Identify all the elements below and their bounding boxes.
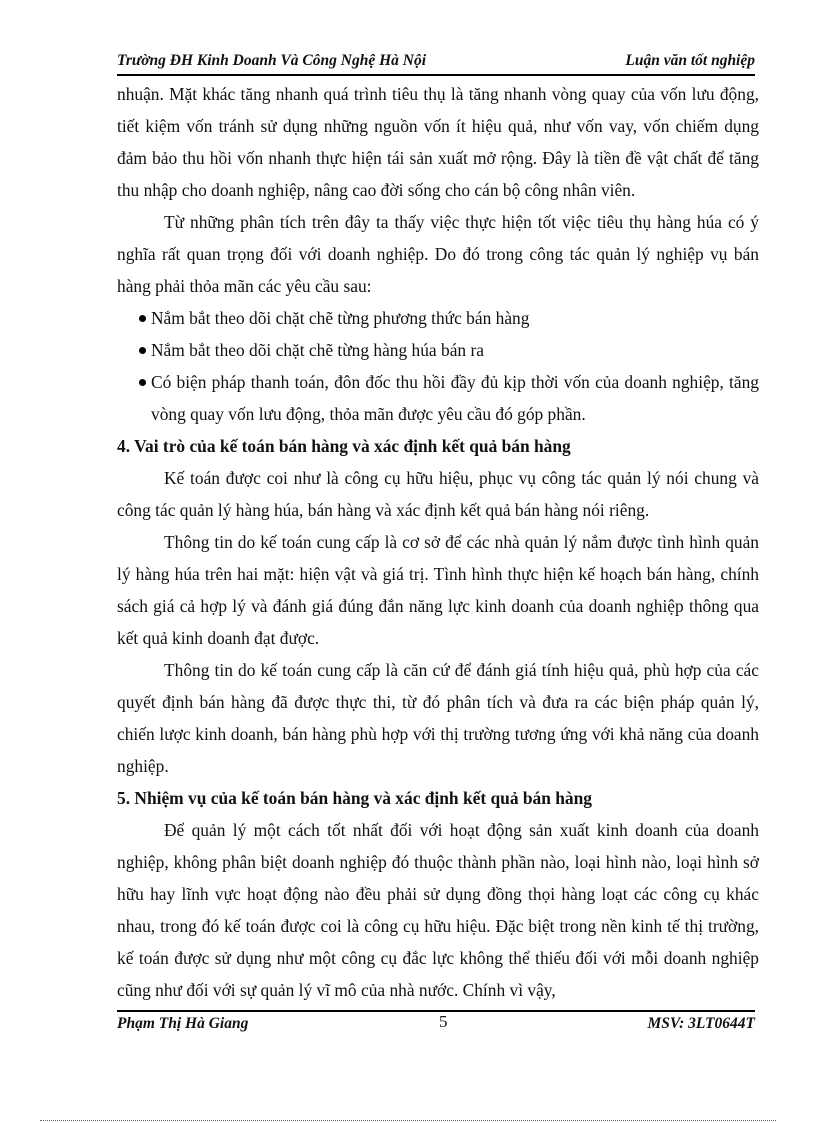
- page-header: [117, 50, 755, 76]
- paragraph-5: Thông tin do kế toán cung cấp là căn cứ để đánh giá tính hiệu quả, phù hợp của các quyết định bán hàng đã được thực thi, từ đó phân tích và đưa ra các biện pháp quản lý, chiến lược kinh doanh, bán hàng phù hợp với thị trường tương ứng với khả năng của doanh nghiệp.: [117, 660, 759, 776]
- page-footer: [117, 1010, 755, 1036]
- list-item-text: Nắm bắt theo dõi chặt chẽ từng phương thức bán hàng: [151, 308, 530, 328]
- page-body: [117, 78, 759, 1006]
- section-heading-5: 5. Nhiệm vụ của kế toán bán hàng và xác định kết quả bán hàng: [117, 788, 592, 808]
- header-document-type: Luận văn tốt nghiệp: [625, 52, 755, 69]
- requirements-list: [117, 302, 759, 430]
- list-item: [117, 366, 759, 430]
- paragraph-2: Từ những phân tích trên đây ta thấy việc thực hiện tốt việc tiêu thụ hàng húa có ý nghĩa rất quan trọng đối với doanh nghiệp. Do đó trong công tác quản lý nghiệp vụ bán hàng phải thỏa mãn các yêu cầu sau:: [117, 212, 759, 296]
- page-bottom-rule: [40, 1120, 776, 1121]
- section-heading-4: 4. Vai trò của kế toán bán hàng và xác định kết quả bán hàng: [117, 436, 571, 456]
- paragraph-3: Kế toán được coi như là công cụ hữu hiệu, phục vụ công tác quản lý nói chung và công tác quản lý hàng húa, bán hàng và xác định kết quả bán hàng nói riêng.: [117, 468, 759, 520]
- bullet-icon: [139, 347, 146, 354]
- page-number: 5: [439, 1012, 448, 1031]
- list-item-text: Có biện pháp thanh toán, đôn đốc thu hồi đầy đủ kịp thời vốn của doanh nghiệp, tăng vòng quay vốn lưu động, thỏa mãn được yêu cầu đó góp phần.: [151, 372, 759, 424]
- footer-student-id: MSV: 3LT0644T: [647, 1015, 755, 1032]
- bullet-icon: [139, 315, 146, 322]
- header-school-name: Trường ĐH Kinh Doanh Và Công Nghệ Hà Nội: [117, 52, 427, 69]
- paragraph-1: nhuận. Mặt khác tăng nhanh quá trình tiêu thụ là tăng nhanh vòng quay của vốn lưu động, tiết kiệm vốn tránh sử dụng những nguồn vốn ít hiệu quả, như vốn vay, vốn chiếm dụng đảm bảo thu hồi vốn nhanh thực hiện tái sản xuất mở rộng. Đây là tiền đề vật chất để tăng thu nhập cho doanh nghiệp, nâng cao đời sống cho cán bộ công nhân viên.: [117, 84, 759, 200]
- bullet-icon: [139, 379, 146, 386]
- paragraph-4: Thông tin do kế toán cung cấp là cơ sở để các nhà quản lý nắm được tình hình quản lý hàng húa trên hai mặt: hiện vật và giá trị. Tình hình thực hiện kế hoạch bán hàng, chính sách giá cả hợp lý và đánh giá đúng đắn năng lực kinh doanh của doanh nghiệp thông qua kết quả kinh doanh đạt được.: [117, 532, 759, 648]
- paragraph-6: Để quản lý một cách tốt nhất đối với hoạt động sản xuất kinh doanh của doanh nghiệp, không phân biệt doanh nghiệp đó thuộc thành phần nào, loại hình nào, loại hình sở hữu hay lĩnh vực hoạt động nào đều phải sử dụng đồng thọi hàng loạt các công cụ khác nhau, trong đó kế toán được coi là công cụ hữu hiệu. Đặc biệt trong nền kinh tế thị trường, kế toán được sử dụng như một công cụ đắc lực không thể thiếu đối với mỗi doanh nghiệp cũng như đối với sự quản lý vĩ mô của nhà nước. Chính vì vậy,: [117, 820, 759, 1000]
- list-item-text: Nắm bắt theo dõi chặt chẽ từng hàng húa bán ra: [151, 340, 484, 360]
- list-item: [117, 302, 759, 334]
- footer-author-name: Phạm Thị Hà Giang: [117, 1015, 249, 1032]
- list-item: [117, 334, 759, 366]
